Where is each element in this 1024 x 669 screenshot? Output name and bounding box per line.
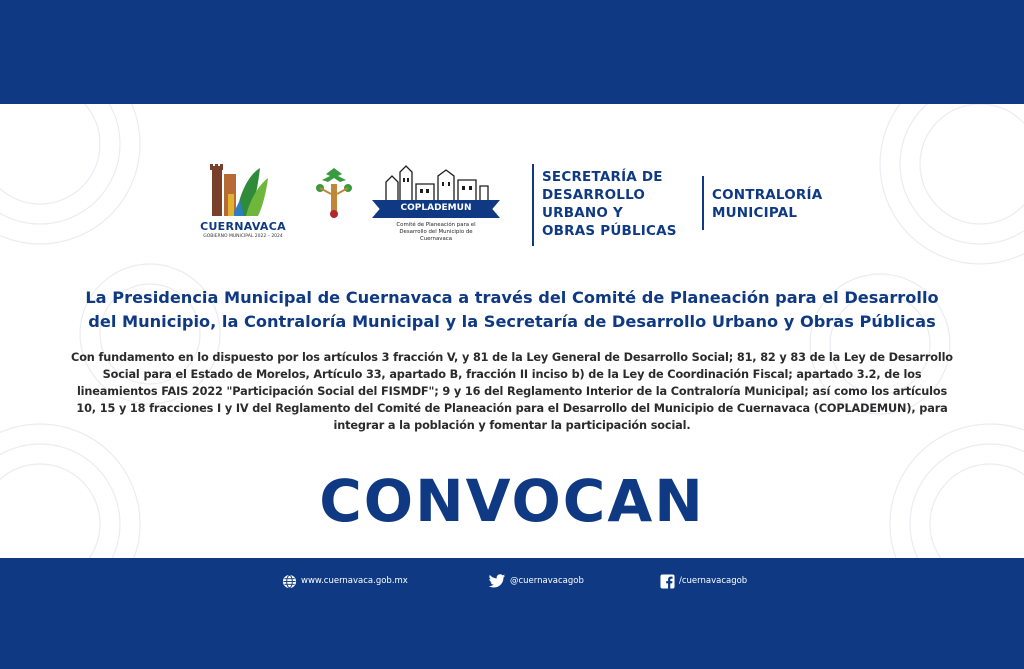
- body-line-3: lineamientos FAIS 2022 "Participación Social del FISMDF"; 9 y 16 del Reglamento Interior de la Contraloría Municipal; así como los artículos: [76, 385, 948, 398]
- divider-contraloria: [702, 176, 704, 230]
- convocan-title: CONVOCAN: [319, 467, 705, 535]
- facebook-page[interactable]: /cuernavacagob: [679, 576, 748, 586]
- cuernavaca-logo: [188, 160, 298, 244]
- poster-body: [0, 104, 1024, 558]
- website-link[interactable]: www.cuernavaca.gob.mx: [301, 576, 408, 586]
- tree-emblem: [314, 164, 354, 220]
- footer-twitter[interactable]: [488, 573, 584, 589]
- twitter-handle[interactable]: @cuernavacagob: [510, 576, 584, 586]
- footer-facebook[interactable]: [660, 573, 747, 589]
- facebook-f-icon: [660, 574, 675, 589]
- municipality-subtitle: GOBIERNO MUNICIPAL 2022 – 2024: [203, 234, 283, 239]
- secretaria-name: SECRETARÍA DE DESARROLLO URBANO Y OBRAS PÚBLICAS: [542, 169, 677, 239]
- coplademun-caption-1: Comité de Planeación para el: [396, 222, 476, 228]
- divider-secretaria: [532, 164, 534, 246]
- body-line-5: integrar a la población y fomentar la participación social.: [333, 419, 691, 432]
- coplademun-caption-3: Cuernavaca: [419, 236, 453, 242]
- headline: [20, 286, 1004, 334]
- body-line-1: Con fundamento en lo dispuesto por los artículos 3 fracción V, y 81 de la Ley General de Desarrollo Social; 81, 82 y 83 de la Ley de Desarrollo: [71, 351, 953, 364]
- body-line-2: Social para el Estado de Morelos, Artículo 33, apartado B, fracción II inciso b) de la Ley de Coordinación Fiscal; apartado 3.2, de los: [102, 368, 922, 381]
- municipality-name: CUERNAVACA: [200, 220, 286, 233]
- contraloria-name: CONTRALORÍA MUNICIPAL: [712, 187, 823, 221]
- tree-emblem-icon: [314, 164, 354, 220]
- globe-icon: [282, 574, 297, 589]
- city-skyline-icon: [366, 162, 506, 206]
- coplademun-caption-2: Desarrollo del Municipio de: [399, 229, 473, 235]
- legal-basis-paragraph: [22, 349, 1002, 434]
- footer-website[interactable]: [282, 573, 408, 589]
- coplademun-logo: [366, 162, 506, 246]
- headline-line-2: del Municipio, la Contraloría Municipal y la Secretaría de Desarrollo Urbano y Obras Públicas: [88, 312, 936, 331]
- top-band: [0, 0, 1024, 104]
- coplademun-name: COPLADEMUN: [400, 203, 472, 213]
- twitter-bird-icon: [488, 574, 506, 589]
- body-line-4: 10, 15 y 18 fracciones I y IV del Reglamento del Comité de Planeación para el Desarrollo del Municipio de Cuernavaca (COPLADEMUN), para: [76, 402, 948, 415]
- headline-line-1: La Presidencia Municipal de Cuernavaca a través del Comité de Planeación para el Desarrollo: [85, 288, 939, 307]
